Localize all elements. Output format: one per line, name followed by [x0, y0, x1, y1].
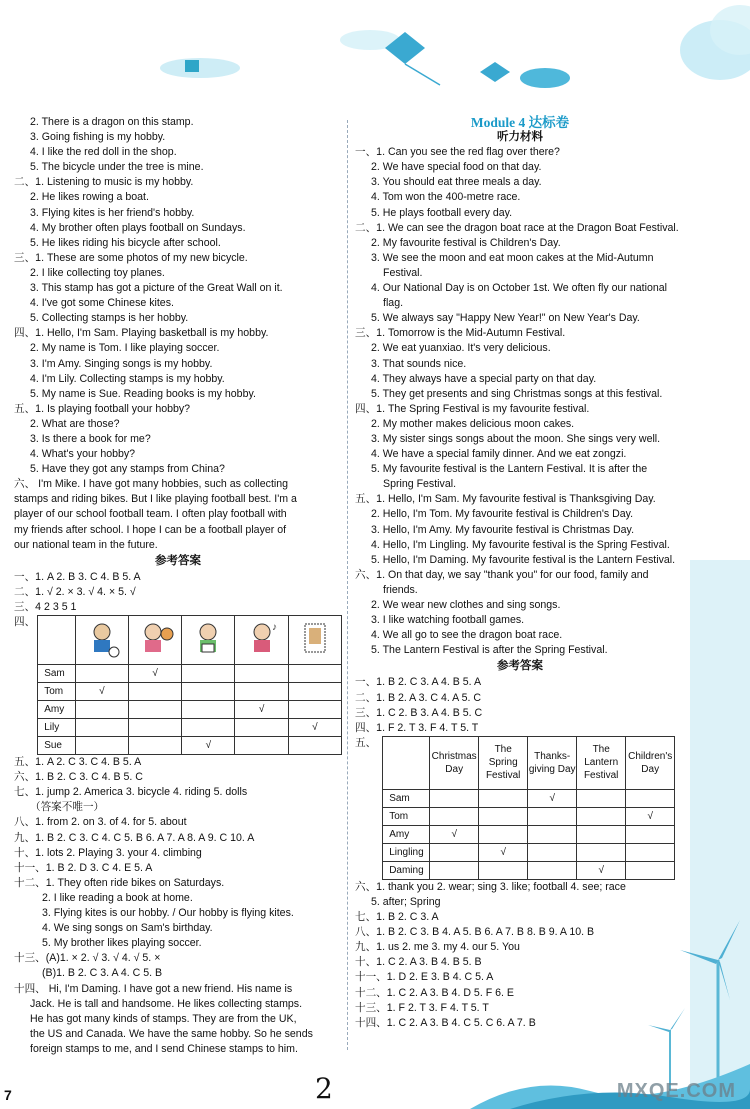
check-cell	[235, 719, 288, 737]
stamp-picture-cell	[288, 616, 341, 665]
table-row	[383, 825, 675, 843]
text-line: our national team in the future.	[14, 538, 158, 551]
check-cell	[479, 789, 528, 807]
answer-lines-continued	[355, 880, 685, 1031]
text-line: 六、1. On that day, we say "thank you" for our food, family and	[355, 568, 649, 581]
check-cell	[626, 843, 675, 861]
check-cell	[528, 807, 577, 825]
check-cell	[75, 719, 128, 737]
svg-text:♪: ♪	[271, 621, 277, 633]
text-line: player of our school football team. I often play football with	[14, 508, 287, 521]
check-cell	[75, 701, 128, 719]
text-line: flag.	[383, 297, 404, 310]
text-line: 十、1. lots 2. Playing 3. your 4. climbing	[14, 846, 202, 859]
text-line: 2. We wear new clothes and sing songs.	[371, 599, 561, 611]
text-line: 4. Hello, I'm Lingling. My favourite festival is the Spring Festival.	[371, 538, 670, 551]
check-cell	[128, 719, 181, 737]
text-line: 5. The bicycle under the tree is mine.	[30, 161, 204, 174]
text-line: Festival.	[383, 266, 423, 279]
text-line: 4. They always have a special party on that day.	[371, 372, 597, 385]
check-cell: √	[430, 825, 479, 843]
hobby-answer-table	[37, 615, 342, 755]
check-cell	[75, 737, 128, 755]
check-cell	[577, 825, 626, 843]
text-line: 六、1. thank you 2. wear; sing 3. like; football 4. see; race	[355, 880, 626, 893]
answer-lines	[355, 675, 685, 735]
text-line: 5. They get presents and sing Christmas songs at this festival.	[371, 387, 663, 400]
table-row	[38, 719, 342, 737]
hobby-table-section	[14, 615, 342, 755]
text-line: 四、1. Hello, I'm Sam. Playing basketball is my hobby.	[14, 327, 269, 340]
text-line: 十一、1. B 2. D 3. C 4. E 5. A	[14, 861, 153, 874]
text-line: foreign stamps to me, and I send Chinese stamps to him.	[30, 1042, 298, 1055]
module-title: Module 4 达标卷	[470, 115, 570, 130]
row-name-cell: Amy	[383, 825, 430, 843]
text-line: 5. after; Spring	[371, 895, 441, 908]
row-name-cell: Lily	[38, 719, 76, 737]
check-cell: √	[577, 861, 626, 879]
answers-title: 参考答案	[155, 554, 201, 567]
basketball-picture-cell	[128, 616, 181, 665]
text-line: 3. This stamp has got a picture of the Great Wall on it.	[30, 282, 283, 295]
text-line: 2. What are those?	[30, 417, 120, 430]
text-line: 4. I like the red doll in the shop.	[30, 146, 177, 159]
festival-header-cell: Children's Day	[626, 736, 675, 789]
table-row	[38, 683, 342, 701]
column-divider	[347, 120, 348, 1050]
text-line: 七、1. jump 2. America 3. bicycle 4. riding 5. dolls	[14, 786, 248, 799]
text-line: 2. We eat yuanxiao. It's very delicious.	[371, 342, 551, 355]
festival-header-cell: Christmas Day	[430, 736, 479, 789]
check-cell	[182, 665, 235, 683]
check-cell	[235, 665, 288, 683]
text-line: 3. We see the moon and eat moon cakes at the Mid-Autumn	[371, 251, 654, 264]
text-line: 3. Flying kites is her friend's hobby.	[30, 206, 195, 219]
text-line: He has got many kinds of stamps. They are from the UK,	[30, 1012, 297, 1025]
check-cell: √	[479, 843, 528, 861]
text-line: 5. My favourite festival is the Lantern Festival. It is after the	[371, 463, 648, 476]
corner-cell	[38, 616, 76, 665]
check-cell: √	[288, 719, 341, 737]
text-line: 2. My name is Tom. I like playing soccer.	[30, 342, 220, 355]
right-column	[355, 115, 685, 1031]
listening-title: 听力材料	[497, 131, 543, 144]
check-cell	[128, 701, 181, 719]
text-line: 3. You should eat three meals a day.	[371, 176, 542, 189]
row-name-cell: Sam	[383, 789, 430, 807]
text-line: 十二、1. C 2. A 3. B 4. D 5. F 6. E	[355, 986, 514, 999]
text-line: 5. We always say "Happy New Year!" on New Year's Day.	[371, 312, 640, 325]
text-line: Jack. He is tall and handsome. He likes collecting stamps.	[30, 997, 303, 1010]
check-cell	[577, 843, 626, 861]
check-cell	[182, 683, 235, 701]
text-line: 2. I like collecting toy planes.	[30, 266, 165, 279]
text-line: 4. What's your hobby?	[30, 448, 136, 461]
festival-header-cell: The Spring Festival	[479, 736, 528, 789]
text-line: 5. He likes riding his bicycle after school.	[30, 236, 221, 249]
check-cell	[577, 789, 626, 807]
table-label: 五、	[355, 736, 377, 749]
check-cell	[528, 861, 577, 879]
text-line: 5. Collecting stamps is her hobby.	[30, 312, 189, 325]
check-cell	[479, 861, 528, 879]
text-line: 七、1. B 2. C 3. A	[355, 911, 439, 924]
check-cell	[288, 701, 341, 719]
text-line: my friends after school. I hope I can be a football player of	[14, 523, 287, 536]
table-row	[383, 789, 675, 807]
check-cell	[235, 683, 288, 701]
table-row	[383, 807, 675, 825]
answer-lines	[14, 570, 342, 615]
check-cell	[182, 701, 235, 719]
check-cell	[626, 789, 675, 807]
boy-football-picture	[82, 618, 122, 658]
check-cell	[182, 719, 235, 737]
check-cell	[626, 825, 675, 843]
text-line: 5. My brother likes playing soccer.	[42, 937, 202, 950]
text-line: 五、1. Is playing football your hobby?	[14, 402, 191, 415]
text-line: 5. He plays football every day.	[371, 206, 513, 219]
text-line: 3. Going fishing is my hobby.	[30, 131, 166, 144]
football-picture-cell	[75, 616, 128, 665]
listening-script-lines	[355, 145, 685, 658]
row-name-cell: Tom	[383, 807, 430, 825]
text-line: 3. That sounds nice.	[371, 357, 467, 370]
check-cell	[430, 861, 479, 879]
text-line: 2. My favourite festival is Children's Day.	[371, 236, 561, 249]
row-name-cell: Amy	[38, 701, 76, 719]
check-cell	[577, 807, 626, 825]
text-line: 3. Hello, I'm Amy. My favourite festival is Christmas Day.	[371, 523, 635, 536]
check-cell	[235, 737, 288, 755]
text-line: 2. There is a dragon on this stamp.	[30, 116, 194, 128]
text-line: 一、1. B 2. C 3. A 4. B 5. A	[355, 676, 482, 689]
text-line: 三、4 2 3 5 1	[14, 601, 77, 613]
text-line: 4. Our National Day is on October 1st. We often fly our national	[371, 282, 667, 295]
check-cell: √	[75, 683, 128, 701]
text-line: 2. We have special food on that day.	[371, 161, 542, 174]
girl-singing-picture	[242, 618, 282, 658]
check-cell	[288, 665, 341, 683]
check-cell	[528, 825, 577, 843]
text-line: 5. The Lantern Festival is after the Spring Festival.	[371, 644, 608, 657]
text-line: 九、1. us 2. me 3. my 4. our 5. You	[355, 941, 520, 954]
text-line: 5. Have they got any stamps from China?	[30, 463, 225, 476]
table-row	[383, 861, 675, 879]
festival-answer-table	[382, 736, 675, 880]
row-name-cell: Daming	[383, 861, 430, 879]
text-line: 4. We sing songs on Sam's birthday.	[42, 922, 213, 935]
text-line: 3. Is there a book for me?	[30, 432, 151, 445]
text-line: 3. My sister sings songs about the moon. She sings very well.	[371, 432, 661, 445]
check-cell: √	[128, 665, 181, 683]
table-row	[38, 665, 342, 683]
girl-basketball-picture	[135, 618, 175, 658]
text-line: 十四、 Hi, I'm Daming. I have got a new friend. His name is	[14, 982, 293, 995]
handwritten-mark: 2	[315, 1072, 333, 1105]
text-line: 4. Tom won the 400-metre race.	[371, 191, 521, 204]
text-line: 2. He likes rowing a boat.	[30, 191, 149, 204]
text-line: 十三、(A)1. × 2. √ 3. √ 4. √ 5. ×	[14, 952, 161, 965]
text-line: the US and Canada. We have the same hobby. So he sends	[30, 1027, 313, 1040]
text-line: 五、1. Hello, I'm Sam. My favourite festival is Thanksgiving Day.	[355, 493, 656, 506]
festival-header-cell: Thanks-giving Day	[528, 736, 577, 789]
table-header-row	[383, 736, 675, 789]
check-cell	[626, 861, 675, 879]
text-line: 4. My brother often plays football on Sundays.	[30, 221, 246, 234]
text-line: 3. Flying kites is our hobby. / Our hobby is flying kites.	[42, 907, 294, 920]
text-line: 十二、1. They often ride bikes on Saturdays.	[14, 876, 225, 889]
check-cell	[430, 807, 479, 825]
check-cell	[128, 737, 181, 755]
check-cell	[288, 737, 341, 755]
text-line: 3. I like watching football games.	[371, 614, 525, 627]
girl-reading-picture	[188, 618, 228, 658]
text-line: 十、1. C 2. A 3. B 4. B 5. B	[355, 956, 482, 969]
text-line: 六、 I'm Mike. I have got many hobbies, such as collecting	[14, 478, 289, 491]
text-line: 五、1. A 2. C 3. C 4. B 5. A	[14, 756, 142, 769]
corner-cell	[383, 736, 430, 789]
check-cell	[75, 665, 128, 683]
answer-lines-continued	[14, 755, 342, 1057]
text-line: 六、1. B 2. C 3. C 4. B 5. C	[14, 771, 143, 784]
table-header-row	[38, 616, 342, 665]
check-cell	[430, 789, 479, 807]
check-cell: √	[235, 701, 288, 719]
text-line: 一、1. Can you see the red flag over there?	[355, 146, 560, 159]
text-line: (B)1. B 2. C 3. A 4. C 5. B	[42, 967, 163, 980]
check-cell	[430, 843, 479, 861]
listening-script-lines	[14, 115, 342, 553]
text-line: 4. We all go to see the dragon boat race.	[371, 629, 563, 642]
text-line: 八、1. from 2. on 3. of 4. for 5. about	[14, 816, 187, 829]
text-line: 十四、1. C 2. A 3. B 4. C 5. C 6. A 7. B	[355, 1016, 536, 1029]
text-line: 八、1. B 2. C 3. B 4. A 5. B 6. A 7. B 8. B 9. A 10. B	[355, 926, 595, 939]
text-line: 4. I've got some Chinese kites.	[30, 297, 174, 310]
table-label: 四、	[14, 616, 36, 629]
check-cell	[288, 683, 341, 701]
check-cell	[128, 683, 181, 701]
festival-header-cell: The Lantern Festival	[577, 736, 626, 789]
text-line: stamps and riding bikes. But I like playing football best. I'm a	[14, 493, 297, 506]
text-line: 5. Hello, I'm Daming. My favourite festival is the Lantern Festival.	[371, 553, 676, 566]
text-line: 二、1. √ 2. × 3. √ 4. × 5. √	[14, 585, 136, 598]
check-cell	[479, 825, 528, 843]
row-name-cell: Lingling	[383, 843, 430, 861]
text-line: 3. I'm Amy. Singing songs is my hobby.	[30, 357, 213, 370]
kite-banner-decoration	[0, 0, 750, 110]
table-row	[38, 701, 342, 719]
text-line: 四、1. F 2. T 3. F 4. T 5. T	[355, 721, 479, 734]
text-line: 十三、1. F 2. T 3. F 4. T 5. T	[355, 1001, 489, 1014]
text-line: 5. My name is Sue. Reading books is my hobby.	[30, 387, 256, 400]
text-line: Spring Festival.	[383, 478, 457, 491]
text-line: 2. Hello, I'm Tom. My favourite festival is Children's Day.	[371, 508, 634, 521]
text-line: 十一、1. D 2. E 3. B 4. C 5. A	[355, 971, 494, 984]
check-cell	[528, 843, 577, 861]
festival-table-section	[355, 736, 685, 880]
row-name-cell: Tom	[38, 683, 76, 701]
text-line: 4. We have a special family dinner. And we eat zongzi.	[371, 448, 627, 461]
text-line: （答案不唯一）	[30, 801, 105, 814]
text-line: 2. I like reading a book at home.	[42, 891, 193, 904]
table-row	[383, 843, 675, 861]
text-line: 4. I'm Lily. Collecting stamps is my hobby.	[30, 372, 225, 385]
text-line: 二、1. Listening to music is my hobby.	[14, 176, 194, 189]
singing-picture-cell	[235, 616, 288, 665]
text-line: 三、1. C 2. B 3. A 4. B 5. C	[355, 706, 483, 719]
check-cell: √	[528, 789, 577, 807]
text-line: 三、1. These are some photos of my new bicycle.	[14, 251, 248, 264]
text-line: 九、1. B 2. C 3. C 4. C 5. B 6. A 7. A 8. A 9. C 10. A	[14, 831, 255, 844]
check-cell: √	[182, 737, 235, 755]
page-number: 7	[4, 1087, 12, 1103]
text-line: 2. My mother makes delicious moon cakes.	[371, 417, 575, 430]
reading-picture-cell	[182, 616, 235, 665]
table-row	[38, 737, 342, 755]
row-name-cell: Sue	[38, 737, 76, 755]
row-name-cell: Sam	[38, 665, 76, 683]
text-line: 二、1. We can see the dragon boat race at the Dragon Boat Festival.	[355, 221, 679, 234]
text-line: 一、1. A 2. B 3. C 4. B 5. A	[14, 570, 141, 583]
answers-title: 参考答案	[497, 660, 543, 673]
text-line: 三、1. Tomorrow is the Mid-Autumn Festival.	[355, 327, 566, 340]
stamp-picture	[295, 618, 335, 658]
text-line: 四、1. The Spring Festival is my favourite festival.	[355, 402, 590, 415]
check-cell	[479, 807, 528, 825]
text-line: friends.	[383, 583, 418, 596]
site-watermark: MXQE.COM	[616, 1080, 736, 1102]
text-line: 二、1. B 2. A 3. C 4. A 5. C	[355, 691, 482, 704]
left-column	[14, 115, 342, 1057]
check-cell: √	[626, 807, 675, 825]
